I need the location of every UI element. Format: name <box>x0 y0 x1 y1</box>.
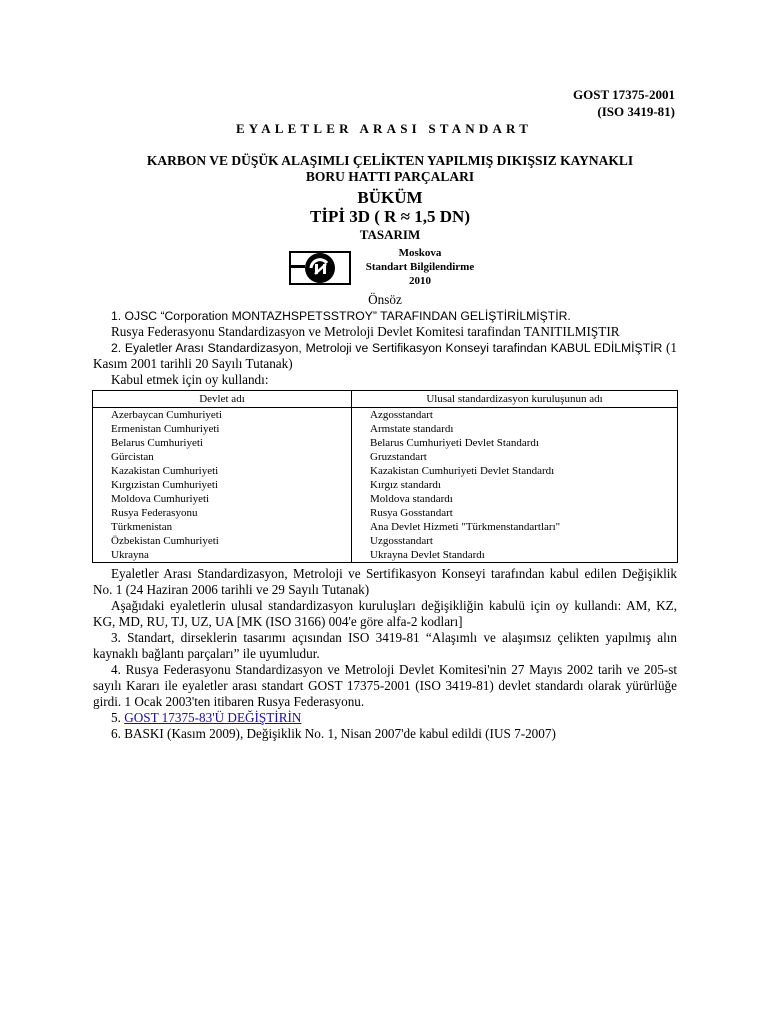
state-name-cell: Kazakistan Cumhuriyeti <box>93 464 352 478</box>
paragraph-4: 4. Rusya Federasyonu Standardizasyon ve Metroloji Devlet Komitesi'nin 27 Mayıs 2002 tarih ve 205-st sayılı Kararı ile eyaletler arası standart GOST 17375-2001 (ISO 3419-81) devlet standardı olarak yürürlüğe girdi. 1 Ocak 2003'ten itibaren Rusya Federasyonu. <box>93 662 677 709</box>
interstate-standard-label: EYALETLER ARASI STANDART <box>235 121 533 136</box>
standards-body-cell: Ana Devlet Hizmeti "Türkmenstandartları" <box>352 520 678 534</box>
standards-body-cell: Uzgosstandart <box>352 534 678 548</box>
state-name-cell: Azerbaycan Cumhuriyeti <box>93 408 352 423</box>
title-line-2: BORU HATTI PARÇALARI <box>305 169 475 184</box>
voting-states-table <box>92 390 678 563</box>
table-row <box>93 422 678 436</box>
paragraph-1: 1. OJSC “Corporation MONTAZHSPETSSTROY” TARAFINDAN GELİŞTİRİLMİŞTİR. <box>111 309 571 323</box>
standard-number: GOST 17375-2001 <box>573 87 675 102</box>
table-row <box>93 520 678 534</box>
standards-body-cell: Moldova standardı <box>352 492 678 506</box>
paragraph-3: 3. Standart, dirseklerin tasarımı açısından ISO 3419-81 “Alaşımlı ve alaşımsız çelikten yapılmış alın kaynaklı bağlantı parçaları” ile uyumludur. <box>93 630 677 661</box>
state-name-cell: Kırgızistan Cumhuriyeti <box>93 478 352 492</box>
paragraph-1b: Rusya Federasyonu Standardizasyon ve Metroloji Devlet Komitesi tarafindan TANITILMIŞTIR <box>111 324 620 339</box>
paragraph-5-number: 5. <box>111 710 125 725</box>
design-heading: TASARIM <box>359 227 421 242</box>
table-body <box>93 408 678 563</box>
standartinform-logo-icon <box>289 251 351 285</box>
iso-reference: (ISO 3419-81) <box>597 104 675 119</box>
publisher-info <box>350 246 490 288</box>
table-row <box>93 534 678 548</box>
paragraph-amendment-2: Aşağıdaki eyaletlerin ulusal standardizasyon kuruluşları değişikliğin kabulü için oy kullandı: AM, KZ, KG, MD, RU, TJ, UZ, UA [MK (ISO 3166) 004'e göre alfa-2 kodları] <box>93 598 677 629</box>
standards-body-cell: Belarus Cumhuriyeti Devlet Standardı <box>352 436 678 450</box>
table-row <box>93 492 678 506</box>
foreword-heading: Önsöz <box>368 292 402 307</box>
column-header-body: Ulusal standardizasyon kuruluşunun adı <box>352 391 678 408</box>
state-name-cell: Rusya Federasyonu <box>93 506 352 520</box>
state-name-cell: Gürcistan <box>93 450 352 464</box>
document-title <box>110 153 670 185</box>
paragraph-2-main: 2. Eyaletler Arası Standardizasyon, Metroloji ve Sertifikasyon Konseyi tarafindan KABUL EDİLMİŞTİR <box>111 341 663 355</box>
table-row <box>93 436 678 450</box>
publisher-city: Moskova <box>398 247 442 259</box>
paragraph-amendment: Eyaletler Arası Standardizasyon, Metroloji ve Sertifikasyon Konseyi tarafından kabul edilen Değişiklik No. 1 (24 Haziran 2006 tarihli ve 29 Sayılı Tutanak) <box>93 566 677 597</box>
table-row <box>93 408 678 423</box>
foreword-section <box>93 292 677 742</box>
table-row <box>93 478 678 492</box>
replaced-standard-link[interactable]: GOST 17375-83'Ü DEĞİŞTİRİN <box>124 710 302 725</box>
paragraph-5 <box>93 710 677 726</box>
standards-body-cell: Rusya Gosstandart <box>352 506 678 520</box>
standards-body-cell: Kazakistan Cumhuriyeti Devlet Standardı <box>352 464 678 478</box>
state-name-cell: Türkmenistan <box>93 520 352 534</box>
publication-year: 2010 <box>409 275 431 287</box>
table-row <box>93 450 678 464</box>
column-header-state: Devlet adı <box>93 391 352 408</box>
table-row <box>93 506 678 520</box>
standards-body-cell: Gruzstandart <box>352 450 678 464</box>
standards-body-cell: Kırgız standardı <box>352 478 678 492</box>
state-name-cell: Ermenistan Cumhuriyeti <box>93 422 352 436</box>
table-header-row <box>93 391 678 408</box>
standard-number-block <box>573 86 675 120</box>
state-name-cell: Ukrayna <box>93 548 352 563</box>
title-line-1: KARBON VE DÜŞÜK ALAŞIMLI ÇELİKTEN YAPILMIŞ DIKIŞSIZ KAYNAKLI <box>146 153 634 168</box>
paragraph-2b: Kabul etmek için oy kullandı: <box>111 372 269 387</box>
standards-body-cell: Ukrayna Devlet Standardı <box>352 548 678 563</box>
paragraph-2-protocol: (1 Kasım 2001 tarihli 20 Sayılı Tutanak) <box>93 340 677 371</box>
state-name-cell: Belarus Cumhuriyeti <box>93 436 352 450</box>
table-row <box>93 464 678 478</box>
paragraph-6: 6. BASKI (Kasım 2009), Değişiklik No. 1, Nisan 2007'de kabul edildi (IUS 7-2007) <box>111 726 556 741</box>
table-row <box>93 548 678 563</box>
state-name-cell: Özbekistan Cumhuriyeti <box>93 534 352 548</box>
standards-body-cell: Azgosstandart <box>352 408 678 423</box>
publisher-name: Standart Bilgilendirme <box>365 261 475 273</box>
bend-heading: BÜKÜM <box>357 188 423 207</box>
state-name-cell: Moldova Cumhuriyeti <box>93 492 352 506</box>
paragraph-2 <box>93 340 677 372</box>
type-heading: TİPİ 3D ( R ≈ 1,5 DN) <box>310 207 470 226</box>
standards-body-cell: Armstate standardı <box>352 422 678 436</box>
